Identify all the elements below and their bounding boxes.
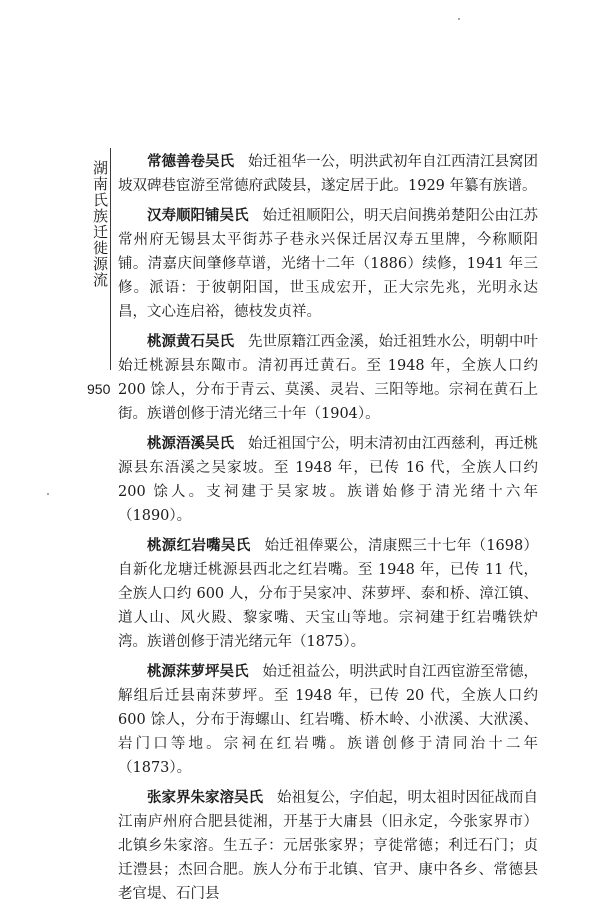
clan-name: 桃源浯溪吴氏: [147, 436, 234, 452]
entry-paragraph: [118, 660, 538, 780]
entry-paragraph: [118, 330, 538, 426]
running-title-rule: [110, 148, 111, 370]
scan-speck: [47, 493, 49, 495]
main-text: [118, 150, 538, 912]
page-number: 950: [87, 381, 111, 397]
clan-name: 桃源莯萝坪吴氏: [147, 664, 249, 680]
entry-paragraph: [118, 204, 538, 324]
running-title: 湖南氏族迁徙源流: [91, 160, 109, 288]
entry-text: 始迁祖华一公，明洪武初年自江西清江县窝团坡双碑巷宦游至常德府武陵县，遂定居于此。1929 年纂有族谱。: [118, 154, 538, 194]
entry-text: 始祖复公，字伯起，明太祖时因征战而自江南庐州府合肥县徙湘，开基于大庸县（旧永定，今张家界市）北镇乡朱家溶。生五子：元居张家界；亨徙常德；利迁石门；贞迁澧县；杰回合肥。族人分布于北镇、官尹、康中各乡、常德县老官堤、石门县: [118, 790, 538, 902]
entry-text: 始迁祖顺阳公，明天启间携弟楚阳公由江苏常州府无锡县太平街苏子巷永兴保迁居汉寿五里牌，今称顺阳铺。清嘉庆间肇修草谱，光绪十二年（1886）续修，1941 年三修。派语：于彼朝阳国，世玉成宏开，正大宗先兆，光明永达昌，文心连启裕，德枝发贞祥。: [118, 208, 538, 320]
entry-paragraph: [118, 534, 538, 654]
entry-text: 始迁祖俸粟公，清康熙三十七年（1698）自新化龙塘迁桃源县西北之红岩嘴。至 1948 年，已传 11 代，全族人口约 600 人，分布于吴家冲、莯萝坪、泰和桥、漳江镇、道人山、风火殿、黎家嘴、天宝山等地。宗祠建于红岩嘴铁炉湾。族谱创修于清光绪元年（1875）。: [118, 538, 539, 650]
entry-paragraph: [118, 150, 538, 198]
entry-text: 始迁祖益公，明洪武时自江西宦游至常德，解组后迁县南莯萝坪。至 1948 年，已传 20 代，全族人口约 600 馀人，分布于海螺山、红岩嘴、桥木岭、小洑溪、大洑溪、岩门口等地。宗祠在红岩嘴。族谱创修于清同治十二年（1873）。: [118, 664, 538, 776]
scan-speck: [458, 18, 460, 20]
clan-name: 常德善卷吴氏: [147, 154, 234, 170]
clan-name: 汉寿顺阳铺吴氏: [147, 208, 249, 224]
entry-paragraph: [118, 786, 538, 906]
entry-paragraph: [118, 432, 538, 528]
entry-text: 先世原籍江西金溪，始迁祖甡水公，明朝中叶始迁桃源县东陬市。清初再迁黄石。至 1948 年，全族人口约 200 馀人，分布于青云、莫溪、灵岩、三阳等地。宗祠在黄石上街。族谱创修于清光绪三十年（1904）。: [118, 334, 538, 422]
clan-name: 桃源黄石吴氏: [147, 334, 234, 350]
clan-name: 桃源红岩嘴吴氏: [147, 538, 251, 554]
clan-name: 张家界朱家溶吴氏: [147, 790, 263, 806]
entry-text: 始迁祖国宁公，明末清初由江西慈利，再迁桃源县东浯溪之吴家坡。至 1948 年，已传 16 代，全族人口约 200 馀人。支祠建于吴家坡。族谱始修于清光绪十六年（1890）。: [118, 436, 538, 524]
